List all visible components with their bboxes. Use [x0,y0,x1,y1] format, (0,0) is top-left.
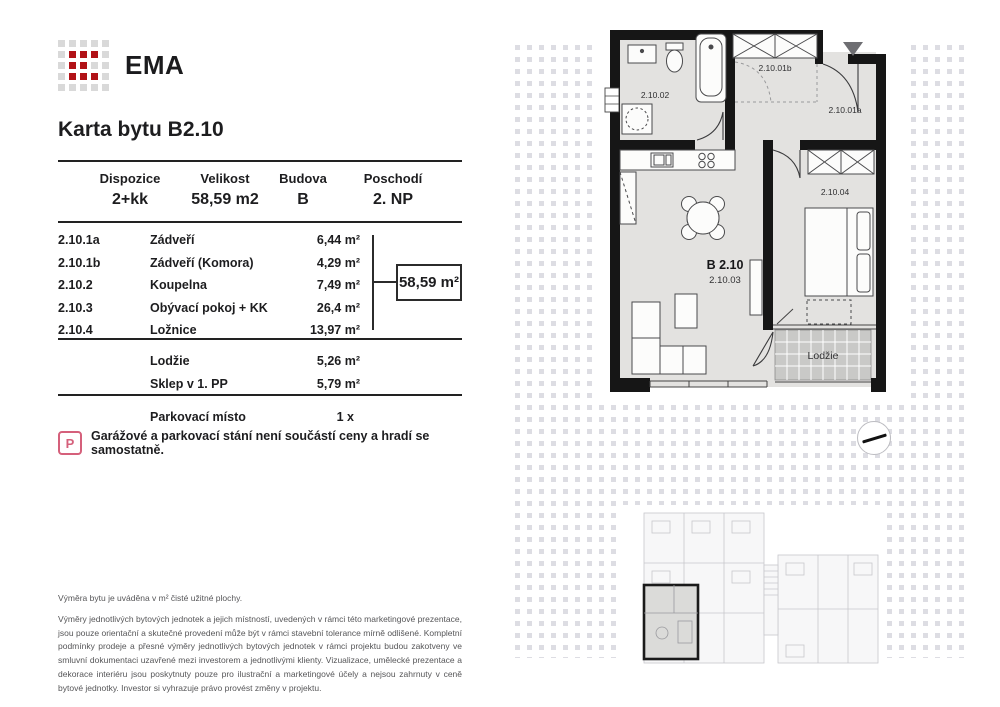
summary-col-velikost: Velikost 58,59 m2 [191,171,259,208]
logo-dot-red [80,62,87,69]
room-list [58,229,462,342]
wardrobe [733,34,817,58]
logo-dot-gray [58,51,65,58]
logo-dot-red [69,62,76,69]
building-overview-plan [618,505,880,670]
table-row: 2.10.1a Zádveří 6,44 m² [58,233,360,248]
table-row: Parkovací místo 1 x [150,409,354,424]
logo-dot-gray [69,84,76,91]
page-title: Karta bytu B2.10 [58,118,224,141]
table-row: Lodžie 5,26 m² [150,353,360,368]
logo-dot-gray [58,73,65,80]
total-area-box: 58,59 m² [396,264,462,301]
logo-dot-gray [58,62,65,69]
room-label-loggia: Lodžie [807,350,839,362]
logo-dot-gray [102,51,109,58]
parking-icon: P [58,431,82,455]
parking-note [58,429,462,457]
logo-dot-red [69,73,76,80]
disclaimer [58,592,462,695]
logo-dot-red [80,51,87,58]
room-label-entry: 2.10.01a [828,105,862,115]
logo-dot-gray [102,73,109,80]
room-label-bathroom: 2.10.02 [640,90,670,100]
logo-dot-red [91,51,98,58]
room-label-closet: 2.10.01b [758,63,792,73]
total-bracket-tick [372,281,396,283]
floor-plan [595,12,905,402]
table-row: 2.10.1b Zádveří (Komora) 4,29 m² [58,255,360,270]
unit-label: B 2.10 [706,258,744,272]
room-label-living: 2.10.03 [709,275,741,286]
summary-col-poschodi: Poschodí 2. NP [363,171,423,208]
table-row: Sklep v 1. PP 5,79 m² [150,376,360,391]
table-row: 2.10.3 Obývací pokoj + KK 26,4 m² [58,300,360,315]
logo-dot-gray [69,40,76,47]
logo-dot-gray [102,40,109,47]
logo-dot-gray [102,84,109,91]
logo-dot-gray [80,84,87,91]
table-row: 2.10.2 Koupelna 7,49 m² [58,278,360,293]
logo-dot-gray [91,40,98,47]
logo-dot-gray [58,84,65,91]
compass-icon [857,421,891,455]
ema-logo-icon [58,40,109,91]
disclaimer-line1: Výměra bytu je uváděna v m² čisté užitné plochy. [58,593,243,603]
logo-dot-gray [91,62,98,69]
logo-dot-red [91,73,98,80]
logo-dot-gray [58,40,65,47]
extras-section [58,338,462,395]
summary-table [58,160,462,223]
brand-name: EMA [125,50,185,80]
logo-dot-gray [91,84,98,91]
logo-dot-red [80,73,87,80]
compass-needle [862,433,887,443]
logo-dot-gray [102,62,109,69]
brand-header [58,40,184,91]
parking-note-text: Garážové a parkovací stání není součástí ceny a hradí se samostatně. [91,429,430,457]
table-row: 2.10.4 Ložnice 13,97 m² [58,323,360,338]
summary-col-budova: Budova B [279,171,327,208]
summary-col-dispozice: Dispozice 2+kk [99,171,161,208]
highlighted-unit [644,585,698,659]
parking-section [58,394,462,428]
disclaimer-paragraph: Výměry jednotlivých bytových jednotek a jejich místností, uvedených v rámci této marketingové prezentace, jsou pouze orientační a skutečné provedení může být v rámci stavební tolerance mírně odlišené. Kompletní podmínky prodeje a přesné výměry jednotlivých bytových jednotek v rámci projektu budou zakotveny ve smluvní dokumentaci uzavřené mezi investorem a jednotlivými klienty. Vizualizace, umělecké prezentace a dekorace interiéru jsou poskytnuty pouze pro ilustrační a marketingové účely a nejsou zahrnuty v ceně bytové jednotky. Investor si vyhrazuje právo provést změny v projektu. [58,613,462,693]
logo-dot-red [69,51,76,58]
logo-dot-gray [80,40,87,47]
room-label-bedroom: 2.10.04 [820,187,850,197]
